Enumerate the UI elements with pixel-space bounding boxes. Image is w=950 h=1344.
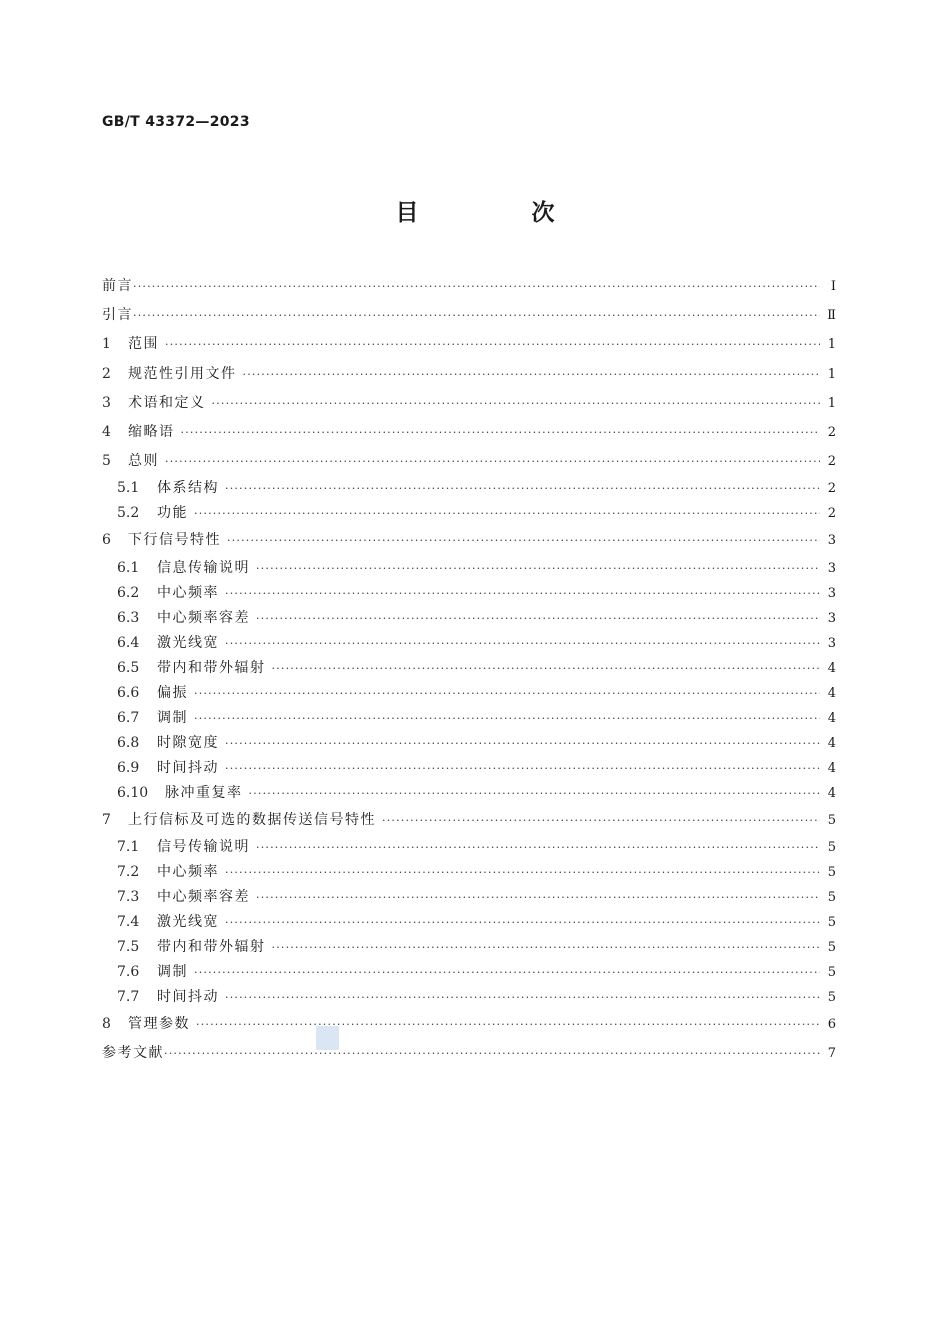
toc-entry-title: 体系结构	[157, 480, 219, 497]
toc-entry-title: 调制	[157, 709, 188, 726]
toc-leader-dots	[225, 581, 820, 606]
toc-entry-title: 总则	[128, 453, 159, 470]
toc-entry-page: 7	[827, 1045, 836, 1061]
toc-entry-7-5[interactable]	[102, 935, 836, 960]
toc-entry-title: 规范性引用文件	[128, 365, 237, 382]
toc-entry-number: 6.8	[117, 734, 140, 751]
toc-leader-dots	[225, 631, 820, 656]
toc-leader-dots	[256, 885, 820, 910]
toc-entry-6-4[interactable]	[102, 631, 836, 656]
toc-entry-page: 3	[827, 533, 836, 549]
toc-entry-page: 1	[827, 337, 836, 353]
toc-entry-page: 5	[827, 812, 836, 828]
toc-entry-title: 管理参数	[128, 1015, 190, 1032]
toc-entry-1[interactable]	[102, 330, 836, 359]
toc-entry-title: 引言	[102, 307, 133, 324]
toc-entry-number: 6.2	[117, 584, 140, 601]
toc-entry-number: 7.4	[117, 913, 140, 930]
toc-entry-5[interactable]	[102, 447, 836, 476]
toc-entry-7-4[interactable]	[102, 910, 836, 935]
toc-entry-page: 1	[827, 395, 836, 411]
toc-leader-dots	[164, 1039, 820, 1068]
toc-entry-number: 1	[102, 336, 111, 353]
toc-leader-dots	[225, 756, 820, 781]
toc-entry-number: 7.5	[117, 938, 140, 955]
toc-entry-page: 3	[827, 635, 836, 651]
toc-entry-title: 时间抖动	[157, 988, 219, 1005]
toc-leader-dots	[225, 860, 820, 885]
toc-entry-page: 5	[827, 889, 836, 905]
toc-entry-number: 6.5	[117, 659, 140, 676]
toc-entry-title: 缩略语	[128, 423, 175, 440]
toc-entry-number: 6.6	[117, 684, 140, 701]
toc-leader-dots	[165, 447, 820, 476]
toc-entry-6-6[interactable]	[102, 681, 836, 706]
toc-entry-title: 带内和带外辐射	[157, 938, 266, 955]
toc-entry-number: 5	[102, 453, 111, 470]
toc-entry-foreword[interactable]	[102, 272, 836, 301]
toc-entry-number: 6.4	[117, 634, 140, 651]
toc-entry-page: 2	[827, 424, 836, 440]
toc-entry-page: 4	[827, 660, 836, 676]
toc-entry-page: 2	[827, 506, 836, 522]
toc-entry-page: 5	[827, 864, 836, 880]
toc-entry-introduction[interactable]	[102, 301, 836, 330]
toc-leader-dots	[225, 910, 820, 935]
toc-leader-dots	[243, 360, 821, 389]
toc-entry-6-9[interactable]	[102, 756, 836, 781]
toc-leader-dots	[382, 806, 820, 835]
toc-entry-page: 2	[827, 481, 836, 497]
toc-entry-5-2[interactable]	[102, 501, 836, 526]
toc-entry-7[interactable]	[102, 806, 836, 835]
toc-leader-dots	[225, 476, 820, 501]
toc-entry-bibliography[interactable]	[102, 1039, 836, 1068]
toc-entry-3[interactable]	[102, 389, 836, 418]
toc-entry-title: 中心频率容差	[157, 609, 250, 626]
toc-entry-page: 5	[827, 839, 836, 855]
toc-leader-dots	[256, 556, 820, 581]
toc-entry-title: 范围	[128, 336, 159, 353]
toc-leader-dots	[194, 706, 820, 731]
toc-entry-title: 上行信标及可选的数据传送信号特性	[128, 811, 376, 828]
toc-leader-dots	[227, 526, 820, 555]
toc-entry-number: 7.1	[117, 838, 140, 855]
toc-leader-dots	[181, 418, 821, 447]
toc-entry-page: 1	[827, 366, 836, 382]
toc-entry-number: 7	[102, 811, 111, 828]
toc-leader-dots	[256, 835, 820, 860]
toc-entry-number: 4	[102, 423, 111, 440]
toc-entry-title: 中心频率容差	[157, 888, 250, 905]
toc-entry-number: 7.7	[117, 988, 140, 1005]
toc-entry-6-2[interactable]	[102, 581, 836, 606]
toc-entry-title: 下行信号特性	[128, 532, 221, 549]
toc-leader-dots	[272, 656, 821, 681]
toc-leader-dots	[256, 606, 820, 631]
toc-entry-title: 激光线宽	[157, 634, 219, 651]
toc-entry-page: 4	[827, 710, 836, 726]
toc-entry-title: 术语和定义	[128, 394, 206, 411]
toc-leader-dots	[194, 501, 820, 526]
toc-leader-dots	[194, 681, 820, 706]
toc-entry-title: 时隙宽度	[157, 734, 219, 751]
toc-entry-title: 激光线宽	[157, 913, 219, 930]
toc-entry-title: 前言	[102, 278, 133, 294]
toc-entry-page: 4	[827, 760, 836, 776]
toc-leader-dots	[272, 935, 821, 960]
toc-entry-page: 4	[827, 735, 836, 751]
toc-entry-7-6[interactable]	[102, 960, 836, 985]
toc-entry-number: 6.3	[117, 609, 140, 626]
toc-entry-number: 6.10	[117, 784, 149, 801]
toc-entry-7-2[interactable]	[102, 860, 836, 885]
toc-entry-number: 7.3	[117, 888, 140, 905]
standard-code: GB/T 43372—2023	[102, 114, 250, 130]
toc-entry-number: 6.9	[117, 759, 140, 776]
toc-entry-title: 信号传输说明	[157, 838, 250, 855]
toc-entry-7-3[interactable]	[102, 885, 836, 910]
toc-entry-6-7[interactable]	[102, 706, 836, 731]
toc-entry-title: 功能	[157, 505, 188, 522]
toc-entry-title: 时间抖动	[157, 759, 219, 776]
toc-entry-title: 参考文献	[102, 1044, 164, 1061]
toc-entry-number: 3	[102, 394, 111, 411]
toc-entry-6-5[interactable]	[102, 656, 836, 681]
toc-entry-number: 6.7	[117, 709, 140, 726]
toc-entry-title: 调制	[157, 963, 188, 980]
toc-entry-number: 6.1	[117, 559, 140, 576]
page-title: 目 次	[395, 200, 600, 226]
toc-leader-dots	[165, 330, 820, 359]
table-of-contents	[102, 272, 836, 1068]
toc-entry-2[interactable]	[102, 360, 836, 389]
toc-entry-page: 5	[827, 914, 836, 930]
toc-entry-title: 中心频率	[157, 863, 219, 880]
selection-marker	[316, 1026, 339, 1050]
toc-entry-page: 5	[827, 939, 836, 955]
toc-entry-number: 2	[102, 365, 111, 382]
toc-entry-5-1[interactable]	[102, 476, 836, 501]
toc-entry-number: 6	[102, 532, 111, 549]
toc-leader-dots	[249, 781, 821, 806]
toc-leader-dots	[194, 960, 820, 985]
toc-entry-title: 脉冲重复率	[165, 784, 243, 801]
toc-entry-7-7[interactable]	[102, 985, 836, 1010]
toc-entry-page: 4	[827, 685, 836, 701]
toc-entry-title: 中心频率	[157, 584, 219, 601]
toc-entry-page: 3	[827, 585, 836, 601]
toc-entry-page: 5	[827, 964, 836, 980]
toc-leader-dots	[133, 301, 820, 330]
toc-entry-6-3[interactable]	[102, 606, 836, 631]
toc-entry-page: 4	[827, 785, 836, 801]
toc-entry-page: 2	[827, 454, 836, 470]
toc-entry-title: 信息传输说明	[157, 559, 250, 576]
toc-entry-6-8[interactable]	[102, 731, 836, 756]
toc-entry-number: 8	[102, 1015, 111, 1032]
toc-entry-8[interactable]	[102, 1010, 836, 1039]
toc-entry-6-1[interactable]	[102, 556, 836, 581]
toc-leader-dots	[225, 731, 820, 756]
toc-entry-title: 偏振	[157, 684, 188, 701]
toc-entry-6[interactable]	[102, 526, 836, 555]
toc-entry-number: 5.1	[117, 480, 140, 497]
toc-entry-page: 3	[827, 610, 836, 626]
toc-entry-page: 3	[827, 560, 836, 576]
toc-entry-page: 5	[827, 989, 836, 1005]
toc-entry-page: Ⅰ	[830, 279, 836, 294]
toc-entry-4[interactable]	[102, 418, 836, 447]
toc-leader-dots	[196, 1010, 820, 1039]
toc-leader-dots	[225, 985, 820, 1010]
toc-leader-dots	[133, 272, 820, 301]
toc-entry-7-1[interactable]	[102, 835, 836, 860]
toc-entry-page: Ⅱ	[827, 308, 836, 324]
toc-entry-number: 7.2	[117, 863, 140, 880]
toc-entry-title: 带内和带外辐射	[157, 659, 266, 676]
toc-entry-number: 7.6	[117, 963, 140, 980]
toc-entry-6-10[interactable]	[102, 781, 836, 806]
toc-entry-page: 6	[827, 1016, 836, 1032]
toc-leader-dots	[212, 389, 821, 418]
toc-entry-number: 5.2	[117, 505, 140, 522]
